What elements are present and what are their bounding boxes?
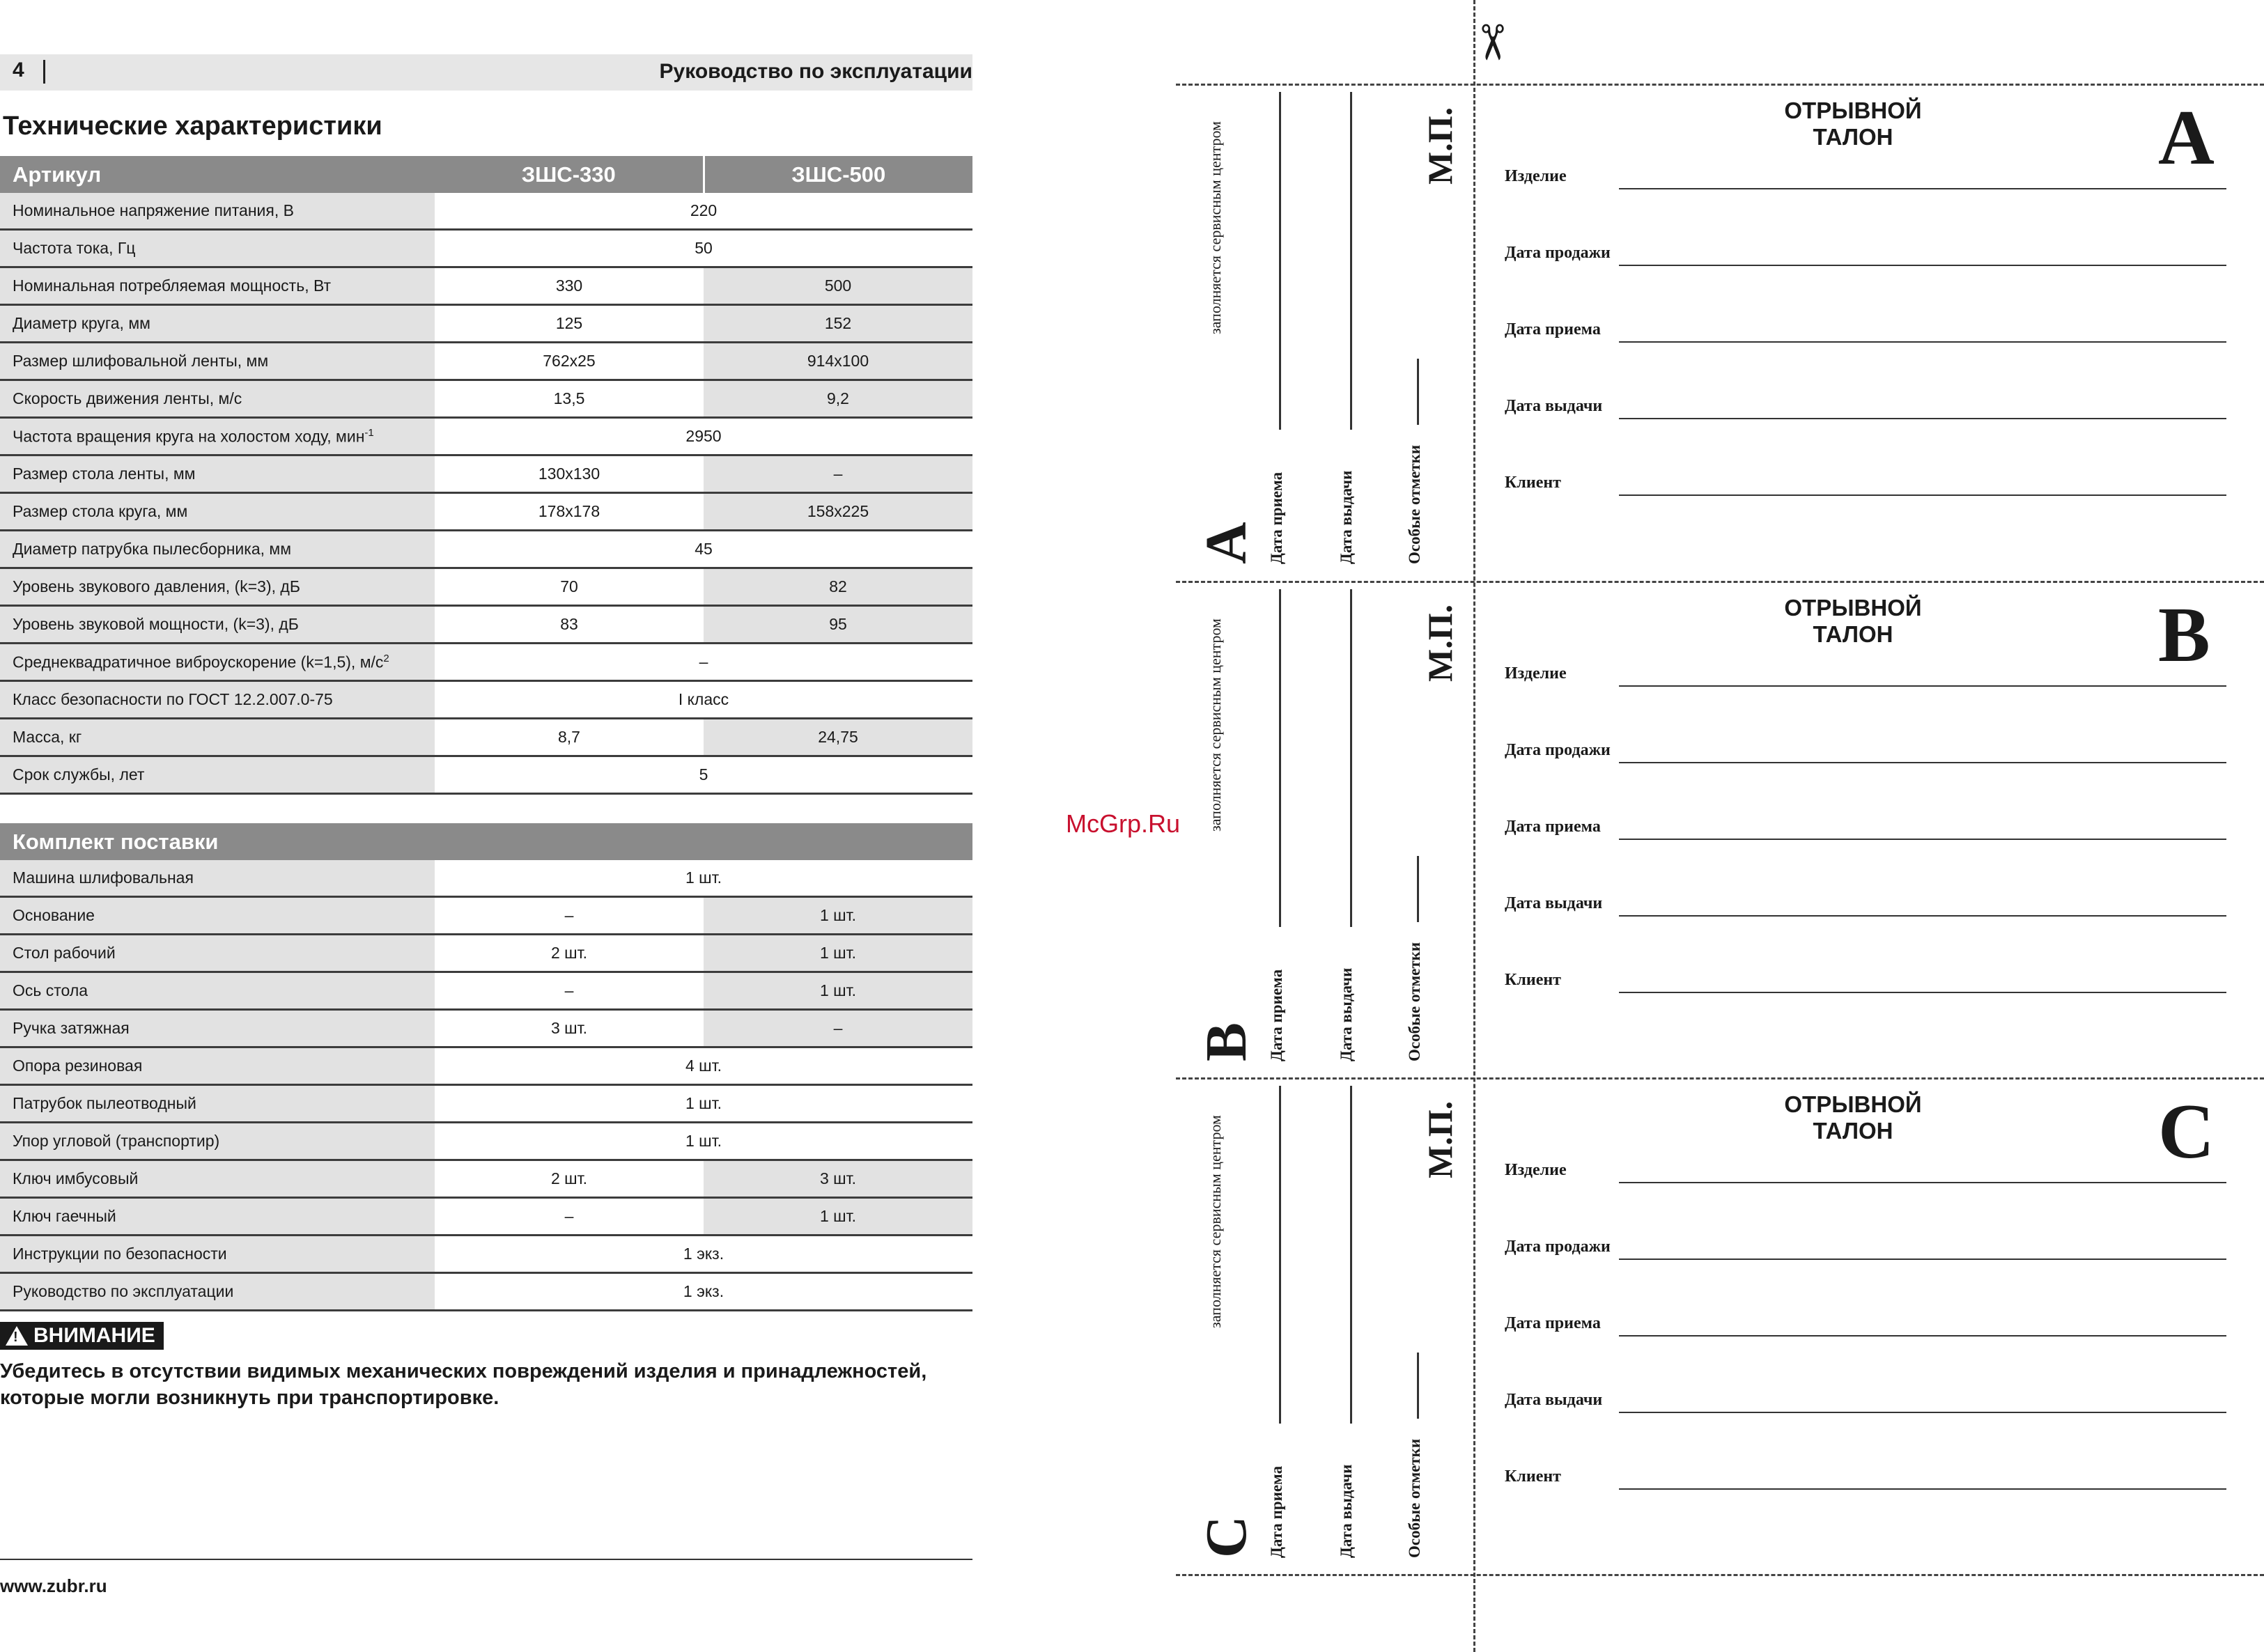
spec-row-label: Класс безопасности по ГОСТ 12.2.007.0-75 [0,681,435,719]
spec-row [0,455,972,493]
coupon-field-label: Дата продажи [1505,244,1611,262]
kit-row-value-500: 1 шт. [704,897,972,935]
warning-triangle-icon: ! [6,1326,28,1346]
warning-badge [0,1322,164,1350]
stub-date-received-label: Дата приема [1268,472,1285,564]
coupon-field-label: Изделие [1505,167,1567,185]
spec-row-value-330: 130x130 [435,455,704,493]
spec-row-label: Уровень звуковой мощности, (k=3), дБ [0,606,435,644]
spec-row-value-500: 95 [704,606,972,644]
spec-row-label: Размер стола ленты, мм [0,455,435,493]
kit-row-label: Упор угловой (транспортир) [0,1123,435,1160]
spec-row-value-330: 178x178 [435,493,704,531]
kit-header-row [0,823,972,860]
spec-row [0,343,972,380]
spec-row-label: Частота вращения круга на холостом ходу, мин$^{-1}$ [0,418,435,455]
spec-row [0,230,972,267]
kit-row [0,1273,972,1311]
kit-row-label: Ручка затяжная [0,1010,435,1047]
coupon-field-label: Клиент [1505,1467,1561,1486]
coupon-field-label: Дата выдачи [1505,397,1603,415]
coupon-field-label: Дата продажи [1505,741,1611,759]
header-divider [43,60,45,84]
spec-row [0,568,972,606]
spec-row-value-500: 500 [704,267,972,305]
spec-row-label: Скорость движения ленты, м/с [0,380,435,418]
warning-text-line1: Убедитесь в отсутствии видимых механических повреждений изделия и принадлежностей, [0,1360,927,1382]
coupon-field-line[interactable] [1619,1259,2226,1260]
specs-header-model-500: ЗШС-500 [704,156,972,193]
coupon-field-line[interactable] [1619,1182,2226,1183]
spec-row [0,719,972,756]
stub-line-issued [1350,1086,1352,1424]
footer-url[interactable]: www.zubr.ru [0,1575,107,1596]
kit-row-value-500: 3 шт. [704,1160,972,1198]
coupon-field-label: Дата приема [1505,320,1601,338]
kit-row [0,1123,972,1160]
kit-row-label: Ось стола [0,972,435,1010]
stamp-label: М.П. [1420,604,1459,682]
spec-row-value: I класс [435,681,972,719]
spec-row-label: Уровень звукового давления, (k=3), дБ [0,568,435,606]
kit-row-label: Инструкции по безопасности [0,1236,435,1273]
kit-row [0,1010,972,1047]
specs-table [0,156,972,795]
stub-special-notes-label: Особые отметки [1406,1438,1423,1558]
stub-letter: B [1194,1022,1259,1061]
spec-row-label: Частота тока, Гц [0,230,435,267]
coupon-field-label: Клиент [1505,474,1561,492]
coupon-field-line[interactable] [1619,685,2226,687]
stub-line-received [1279,589,1281,927]
kit-row [0,897,972,935]
stub-line-issued [1350,589,1352,927]
stub-line-issued [1350,92,1352,430]
kit-row-value: 1 шт. [435,860,972,897]
kit-row-label: Машина шлифовальная [0,860,435,897]
spec-row-value: 5 [435,756,972,794]
watermark: McGrp.Ru [1066,809,1181,838]
page-header-title: Руководство по эксплуатации [659,60,972,83]
kit-row [0,935,972,972]
kit-row-label: Стол рабочий [0,935,435,972]
cut-line-bottom [1176,1574,2264,1576]
coupon-field-label: Изделие [1505,1161,1567,1179]
coupon-field-line[interactable] [1619,1488,2226,1490]
spec-row-value-500: 152 [704,305,972,343]
spec-row-value-500: 914x100 [704,343,972,380]
coupon-field-line[interactable] [1619,992,2226,993]
coupon-field-line[interactable] [1619,341,2226,343]
warning-text-line2: которые могли возникнуть при транспортировке. [0,1387,499,1409]
spec-row-value-330: 13,5 [435,380,704,418]
spec-row-label: Номинальное напряжение питания, В [0,193,435,230]
kit-row-value-500: 1 шт. [704,1198,972,1236]
specs-header-article: Артикул [0,156,435,193]
kit-row-value-330: – [435,1198,704,1236]
kit-row-value-500: 1 шт. [704,972,972,1010]
warning-text [0,1358,972,1411]
coupon-field-line[interactable] [1619,762,2226,763]
spec-row-value: 50 [435,230,972,267]
spec-row-value-500: 9,2 [704,380,972,418]
spec-row-value-330: 330 [435,267,704,305]
spec-row-value-500: – [704,455,972,493]
spec-row [0,531,972,568]
stub-date-received-label: Дата приема [1268,1465,1285,1558]
specs-title: Технические характеристики [3,111,382,141]
kit-row-value-330: – [435,897,704,935]
kit-row-value-500: – [704,1010,972,1047]
coupon-field-line[interactable] [1619,265,2226,266]
coupon-field-label: Изделие [1505,664,1567,683]
spec-row [0,267,972,305]
spec-row-label: Номинальная потребляемая мощность, Вт [0,267,435,305]
kit-row-value-330: 2 шт. [435,1160,704,1198]
cut-line-bc [1176,1077,2264,1080]
scissors-icon: ✂ [1464,22,1519,63]
spec-row [0,681,972,719]
kit-row-label: Опора резиновая [0,1047,435,1085]
kit-table [0,823,972,1311]
stub-line-notes [1417,856,1419,922]
stub-date-issued-label: Дата выдачи [1338,470,1355,564]
kit-row [0,1085,972,1123]
spec-row-label: Диаметр патрубка пылесборника, мм [0,531,435,568]
kit-row-label: Патрубок пылеотводный [0,1085,435,1123]
spec-row [0,193,972,230]
kit-title: Комплект поставки [0,823,972,860]
stub-line-received [1279,92,1281,430]
spec-row-value: 45 [435,531,972,568]
stub-service-center-label: заполняется сервисным центром [1207,1115,1224,1328]
coupon-title: ОТРЫВНОЙ ТАЛОН [1784,98,1922,150]
kit-row-value-330: – [435,972,704,1010]
kit-row [0,1236,972,1273]
spec-row-label: Размер шлифовальной ленты, мм [0,343,435,380]
spec-row [0,493,972,531]
coupon-field-line[interactable] [1619,494,2226,496]
stub-date-received-label: Дата приема [1268,969,1285,1061]
spec-row [0,418,972,455]
cut-line-ab [1176,581,2264,583]
page-number: 4 [13,59,24,81]
specs-header-row [0,156,972,193]
coupon-field-line[interactable] [1619,915,2226,917]
spec-row-value-330: 762x25 [435,343,704,380]
coupon-letter: C [2158,1089,2215,1175]
kit-row-label: Ключ гаечный [0,1198,435,1236]
spec-row-label: Размер стола круга, мм [0,493,435,531]
kit-row-value-500: 1 шт. [704,935,972,972]
kit-row-value: 1 шт. [435,1085,972,1123]
footer-divider [0,1559,972,1560]
stub-service-center-label: заполняется сервисным центром [1207,121,1224,334]
spec-row [0,606,972,644]
stub-line-notes [1417,359,1419,425]
stub-letter: A [1194,522,1259,564]
kit-row-value-330: 3 шт. [435,1010,704,1047]
coupon-title: ОТРЫВНОЙ ТАЛОН [1784,595,1922,647]
coupon-field-label: Дата приема [1505,818,1601,836]
stub-special-notes-label: Особые отметки [1406,444,1423,564]
stub-line-received [1279,1086,1281,1424]
stamp-label: М.П. [1420,1100,1459,1178]
stub-special-notes-label: Особые отметки [1406,942,1423,1061]
coupon-field-line[interactable] [1619,418,2226,419]
kit-row-value: 4 шт. [435,1047,972,1085]
coupon-title: ОТРЫВНОЙ ТАЛОН [1784,1091,1922,1144]
spec-row-value-500: 24,75 [704,719,972,756]
spec-row-label: Среднеквадратичное виброускорение (k=1,5), $м/с^2$ [0,644,435,681]
spec-row-value-500: 82 [704,568,972,606]
spec-row [0,380,972,418]
coupon-field-line[interactable] [1619,1335,2226,1337]
coupon-field-line[interactable] [1619,1412,2226,1413]
vertical-cut-line [1473,0,1475,1652]
stamp-label: М.П. [1420,107,1459,185]
kit-row-value-330: 2 шт. [435,935,704,972]
kit-row-value: 1 шт. [435,1123,972,1160]
coupon-field-line[interactable] [1619,188,2226,189]
spec-row-value-330: 70 [435,568,704,606]
spec-row-value-330: 125 [435,305,704,343]
spec-row [0,644,972,681]
stub-date-issued-label: Дата выдачи [1338,967,1355,1061]
spec-row-label: Срок службы, лет [0,756,435,794]
coupon-letter: B [2158,592,2210,678]
kit-row [0,1047,972,1085]
kit-row [0,860,972,897]
cut-line-top [1176,84,2264,86]
coupon-field-label: Дата приема [1505,1314,1601,1332]
spec-row-value: – [435,644,972,681]
kit-row [0,1160,972,1198]
kit-row-label: Руководство по эксплуатации [0,1273,435,1311]
stub-service-center-label: заполняется сервисным центром [1207,618,1224,832]
spec-row-value-330: 83 [435,606,704,644]
warning-badge-label: ВНИМАНИЕ [33,1324,155,1347]
spec-row-value-330: 8,7 [435,719,704,756]
spec-row-label: Диаметр круга, мм [0,305,435,343]
spec-row [0,305,972,343]
spec-row-value: 220 [435,193,972,230]
spec-row-label: Масса, кг [0,719,435,756]
coupon-field-label: Дата выдачи [1505,1391,1603,1409]
stub-date-issued-label: Дата выдачи [1338,1464,1355,1558]
coupon-field-label: Дата выдачи [1505,894,1603,912]
stub-letter: C [1194,1515,1259,1558]
stub-line-notes [1417,1353,1419,1419]
spec-row [0,756,972,794]
spec-row-value-500: 158x225 [704,493,972,531]
specs-header-model-330: ЗШС-330 [435,156,704,193]
spec-row-value: 2950 [435,418,972,455]
coupon-field-line[interactable] [1619,839,2226,840]
kit-row-label: Основание [0,897,435,935]
coupon-field-label: Клиент [1505,971,1561,989]
coupon-letter: A [2158,95,2215,181]
coupon-field-label: Дата продажи [1505,1238,1611,1256]
kit-row-label: Ключ имбусовый [0,1160,435,1198]
kit-row-value: 1 экз. [435,1236,972,1273]
kit-row [0,972,972,1010]
kit-row-value: 1 экз. [435,1273,972,1311]
kit-row [0,1198,972,1236]
